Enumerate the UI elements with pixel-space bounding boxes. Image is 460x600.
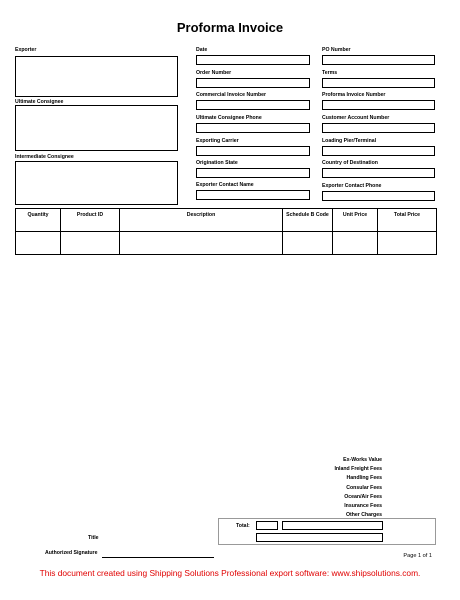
total-price-cell[interactable]	[378, 232, 437, 255]
description-cell[interactable]	[120, 232, 283, 255]
order-number-label: Order Number	[196, 70, 232, 76]
charge-other-charges: Other Charges	[345, 512, 382, 519]
column-header-unit-price: Unit Price	[333, 209, 378, 232]
exporter-contact-phone-field[interactable]	[322, 191, 435, 201]
exporter-contact-name-label: Exporter Contact Name	[196, 182, 254, 188]
charge-consular-fees: Consular Fees	[346, 484, 382, 491]
unit-price-cell[interactable]	[333, 232, 378, 255]
loading-pier-terminal-field[interactable]	[322, 146, 435, 156]
ultimate-consignee-address-box[interactable]	[15, 105, 178, 151]
line-items-table	[15, 208, 437, 255]
commercial-invoice-number-label: Commercial Invoice Number	[196, 92, 267, 98]
currency-field[interactable]	[256, 521, 278, 530]
loading-pier-terminal-label: Loading Pier/Terminal	[322, 138, 377, 144]
table-row	[16, 232, 437, 255]
country-of-destination-label: Country of Destination	[322, 160, 378, 166]
exporting-carrier-label: Exporting Carrier	[196, 138, 239, 144]
page-indicator: Page 1 of 1	[403, 553, 432, 559]
intermediate-consignee-address-box[interactable]	[15, 161, 178, 205]
column-header-total-price: Total Price	[378, 209, 437, 232]
column-header-quantity: Quantity	[16, 209, 61, 232]
ultimate-consignee-phone-label: Ultimate Consignee Phone	[196, 115, 262, 121]
order-number-field[interactable]	[196, 78, 310, 88]
page-title: Proforma Invoice	[176, 20, 284, 35]
quantity-cell[interactable]	[16, 232, 61, 255]
exporter-contact-name-field[interactable]	[196, 190, 310, 200]
charge-ocean-air-fees: Ocean/Air Fees	[344, 493, 382, 500]
origination-state-label: Origination State	[196, 160, 238, 166]
terms-field[interactable]	[322, 78, 435, 88]
origination-state-field[interactable]	[196, 168, 310, 178]
schedule-b-code-cell[interactable]	[283, 232, 333, 255]
column-header-schedule-b-code: Schedule B Code	[283, 209, 333, 232]
exporter-contact-phone-label: Exporter Contact Phone	[322, 183, 382, 189]
exporter-address-box[interactable]	[15, 56, 178, 97]
intermediate-consignee-label: Intermediate Consignee	[15, 154, 74, 160]
charges-list	[334, 456, 382, 520]
total-amount-field[interactable]	[282, 521, 383, 530]
column-header-description: Description	[120, 209, 283, 232]
customer-account-number-label: Customer Account Number	[322, 115, 390, 121]
charge-ex-works-value: Ex-Works Value	[343, 457, 382, 463]
terms-label: Terms	[322, 70, 338, 76]
date-label: Date	[196, 47, 208, 53]
date-field[interactable]	[196, 55, 310, 65]
commercial-invoice-number-field[interactable]	[196, 100, 310, 110]
po-number-label: PO Number	[322, 47, 351, 53]
authorized-signature-label: Authorized Signature	[45, 550, 98, 556]
proforma-invoice-number-label: Proforma Invoice Number	[322, 92, 386, 98]
po-number-field[interactable]	[322, 55, 435, 65]
country-of-destination-field[interactable]	[322, 168, 435, 178]
total-in-words-field[interactable]	[256, 533, 383, 542]
charge-insurance-fees: Insurance Fees	[344, 503, 382, 510]
title-label: Title	[88, 535, 99, 541]
table-header-row	[16, 209, 437, 232]
charge-handling-fees: Handling Fees	[346, 475, 382, 482]
footer-note: This document created using Shipping Solutions Professional export software: www.shipsolutions.com.	[39, 568, 421, 578]
total-label: Total:	[236, 523, 250, 529]
authorized-signature-line[interactable]	[102, 557, 214, 558]
ultimate-consignee-phone-field[interactable]	[196, 123, 310, 133]
proforma-invoice-number-field[interactable]	[322, 100, 435, 110]
charge-inland-freight-fees: Inland Freight Fees	[334, 466, 382, 473]
ultimate-consignee-label: Ultimate Consignee	[15, 99, 64, 105]
customer-account-number-field[interactable]	[322, 123, 435, 133]
exporting-carrier-field[interactable]	[196, 146, 310, 156]
column-header-product-id: Product ID	[61, 209, 120, 232]
product-id-cell[interactable]	[61, 232, 120, 255]
exporter-label: Exporter	[15, 47, 37, 53]
